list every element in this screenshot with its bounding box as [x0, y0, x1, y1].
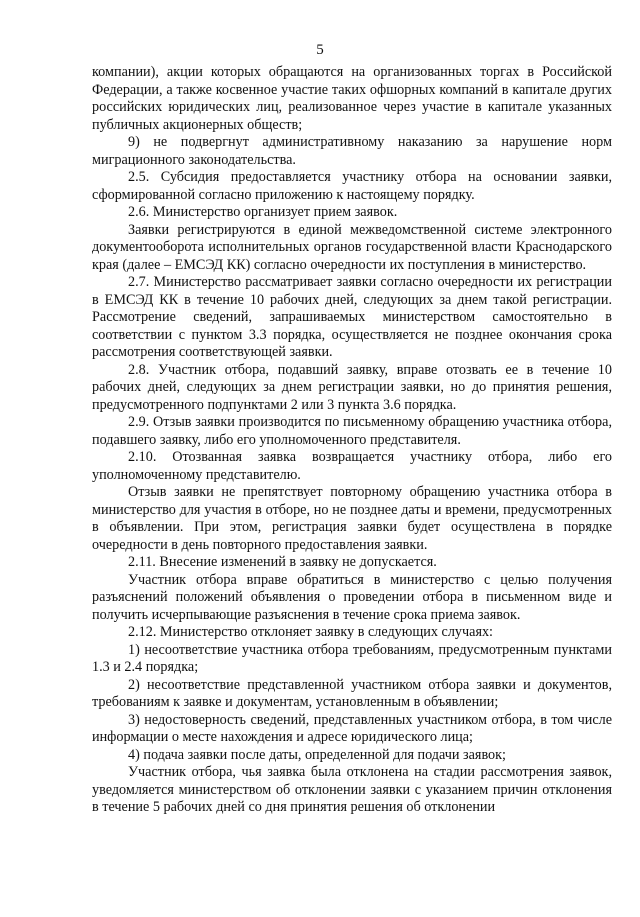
- list-item-4: 4) подача заявки после даты, определенной для подачи заявок;: [128, 746, 506, 763]
- paragraph-item-9: 9) не подвергнут административному наказанию за нарушение норм миграционного законодательства.: [92, 134, 612, 168]
- paragraph-2-8: 2.8. Участник отбора, подавший заявку, вправе отозвать ее в течение 10 рабочих дней, следующих за днем регистрации заявки, но до принятия решения, предусмотренного подпунктами 2 или 3 пункта 3.6 порядка.: [92, 361, 612, 413]
- document-body: [92, 64, 612, 817]
- paragraph-2-11: 2.11. Внесение изменений в заявку не допускается.: [128, 554, 437, 570]
- list-item-3: 3) недостоверность сведений, представленных участником отбора, в том числе информации о месте нахождения и адресе юридического лица;: [92, 711, 612, 745]
- paragraph-2-9: 2.9. Отзыв заявки производится по письменному обращению участника отбора, подавшего заявку, либо его уполномоченного представителя.: [92, 414, 612, 448]
- paragraph-withdrawal: Отзыв заявки не препятствует повторному обращению участника отбора в министерство для участия в отборе, но не позднее даты и времени, предусмотренных в объявлении. При этом, регистрация заявки будет осуществлена в порядке очередности в день повторного предоставления заявки.: [92, 484, 612, 553]
- paragraph-2-7: 2.7. Министерство рассматривает заявки согласно очередности их регистрации в ЕМСЭД КК в течение 10 рабочих дней, следующих за днем такой регистрации. Рассмотрение сведений, запрашиваемых министерством самостоятельно в соответствии с пунктом 3.3 порядка, осуществляется не позднее окончания срока рассмотрения соответствующей заявки.: [92, 274, 612, 360]
- paragraph-registration: Заявки регистрируются в единой межведомственной системе электронного документооборота исполнительных органов государственной власти Краснодарского края (далее – ЕМСЭД КК) согласно очередности их поступления в министерство.: [92, 221, 612, 273]
- paragraph-2-6: 2.6. Министерство организует прием заявок.: [128, 204, 398, 220]
- paragraph-continuation: компании), акции которых обращаются на организованных торгах в Российской Федерации, а также косвенное участие таких офшорных компаний в капитале других российских юридических лиц, реализованное через участие в капитале указанных публичных акционерных обществ;: [92, 64, 612, 133]
- paragraph-rejection-notice: Участник отбора, чья заявка была отклонена на стадии рассмотрения заявок, уведомляется министерством об отклонении заявки с указанием причин отклонения в течение 5 рабочих дней со дня принятия решения об отклонении: [92, 764, 612, 815]
- paragraph-2-10: 2.10. Отозванная заявка возвращается участнику отбора, либо его уполномоченному представителю.: [92, 449, 612, 483]
- list-item-1: 1) несоответствие участника отбора требованиям, предусмотренным пунктами 1.3 и 2.4 порядка;: [92, 641, 612, 675]
- list-item-2: 2) несоответствие представленной участником отбора заявки и документов, требованиям к заявке и документам, установленным в объявлении;: [92, 676, 612, 710]
- paragraph-2-12: 2.12. Министерство отклоняет заявку в следующих случаях:: [128, 624, 494, 640]
- paragraph-2-5: 2.5. Субсидия предоставляется участнику отбора на основании заявки, сформированной согласно приложению к настоящему порядку.: [92, 169, 612, 203]
- page-number: 5: [316, 42, 324, 58]
- paragraph-clarification: Участник отбора вправе обратиться в министерство с целью получения разъяснений положений объявления о проведении отбора в письменном виде и получить исчерпывающие разъяснения в течение срока приема заявок.: [92, 571, 612, 623]
